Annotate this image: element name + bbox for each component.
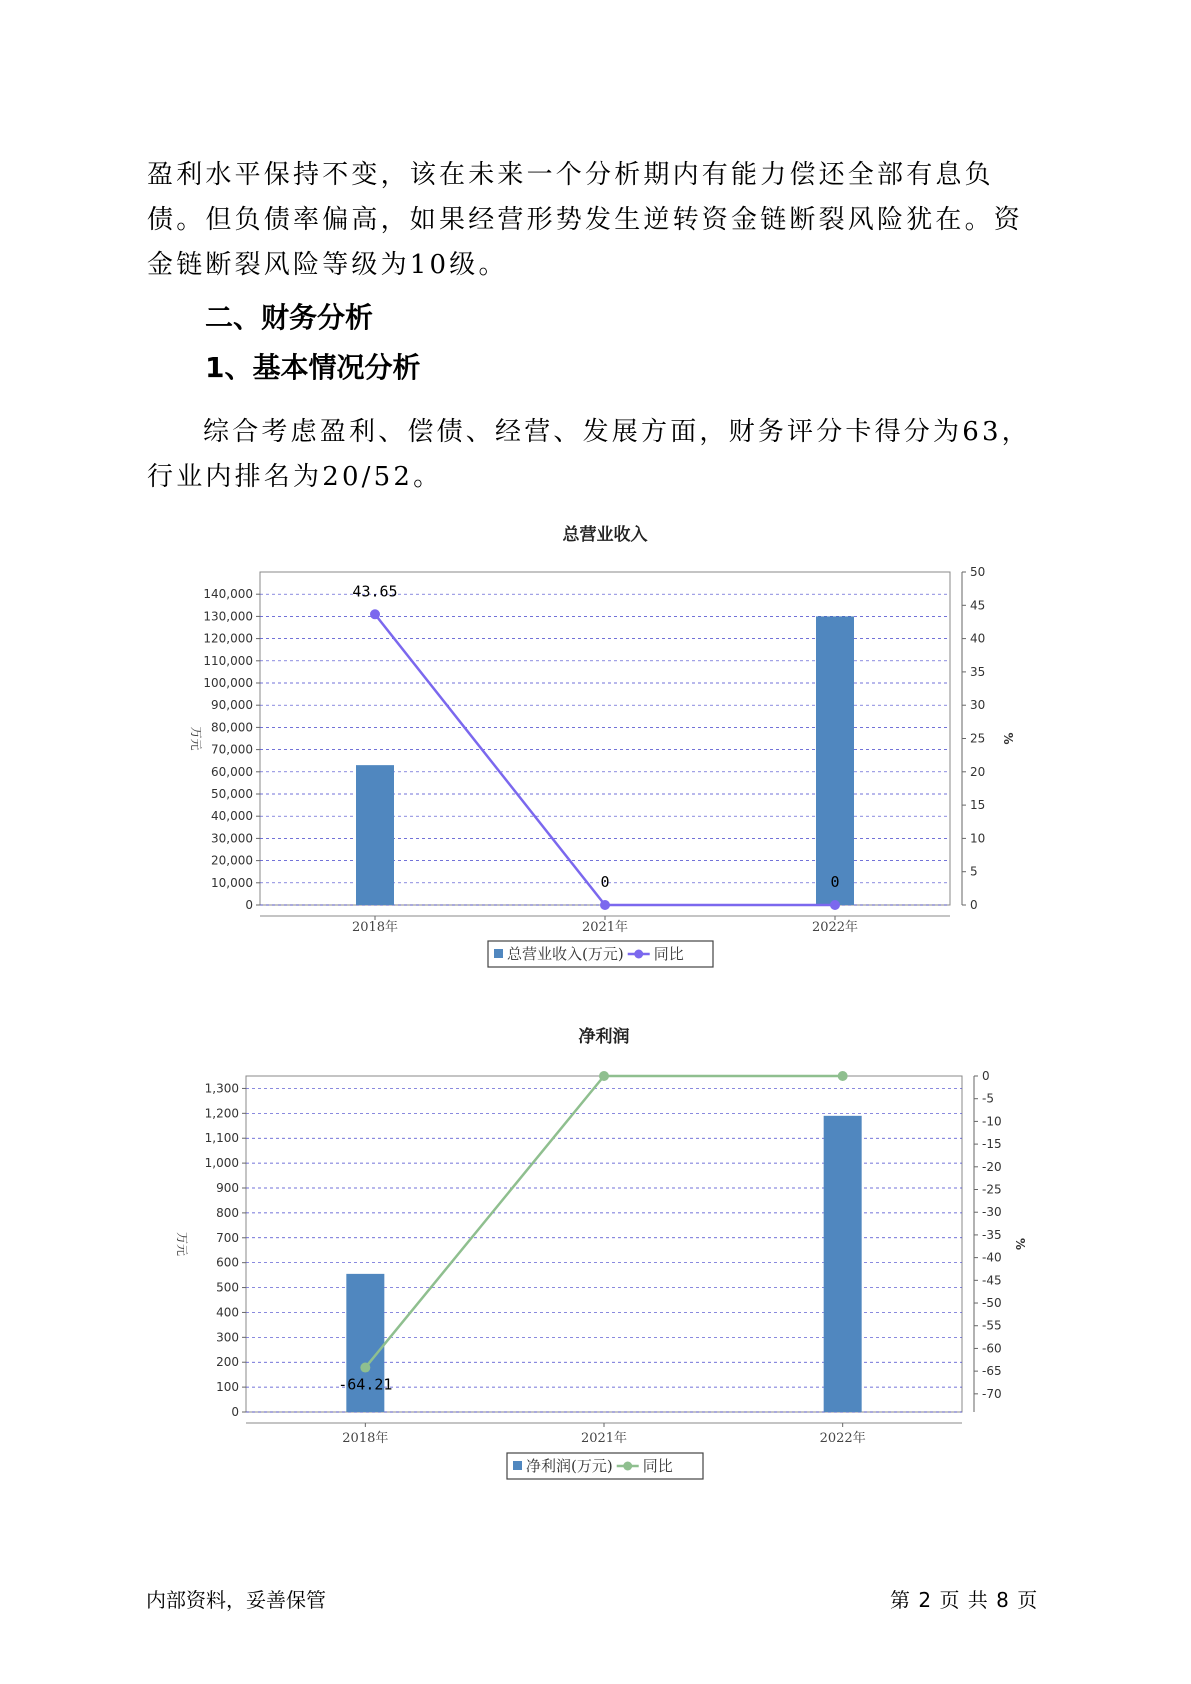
revenue-chart-svg <box>0 520 1191 980</box>
y-right-tick-label: -60 <box>982 1341 1002 1356</box>
legend-bar-swatch <box>494 949 503 958</box>
yoy-point <box>838 1071 848 1081</box>
bar <box>824 1116 862 1412</box>
x-tick-label: 2021年 <box>581 920 629 935</box>
y-tick-label: 90,000 <box>211 698 253 713</box>
y-tick-label: 600 <box>216 1255 239 1270</box>
section-heading: 二、财务分析 <box>205 301 374 334</box>
y-tick-label: 100 <box>216 1380 239 1395</box>
y-tick-label: 10,000 <box>211 875 253 890</box>
yoy-point <box>600 900 610 910</box>
legend-line-label: 同比 <box>642 1457 673 1475</box>
y-right-tick-label: -20 <box>982 1159 1002 1174</box>
y-right-tick-label: -55 <box>982 1318 1002 1333</box>
y-tick-label: 20,000 <box>211 853 253 868</box>
y-tick-label: 60,000 <box>211 764 253 779</box>
y-right-tick-label: 30 <box>970 698 986 713</box>
data-label: 0 <box>600 873 610 891</box>
y-right-tick-label: 40 <box>970 631 986 646</box>
y-tick-label: 40,000 <box>211 809 253 824</box>
y-tick-label: 1,000 <box>204 1156 239 1171</box>
legend-line-marker <box>623 1462 632 1471</box>
y-right-tick-label: -15 <box>982 1137 1002 1152</box>
y-right-axis-label: % <box>1001 732 1015 745</box>
legend <box>488 941 713 967</box>
y-tick-label: 130,000 <box>203 609 253 624</box>
y-tick-label: 0 <box>245 898 253 912</box>
x-tick-label: 2018年 <box>342 1431 389 1446</box>
x-tick-label: 2022年 <box>819 1431 866 1446</box>
y-axis-label: 万元 <box>175 1231 189 1257</box>
data-label: 0 <box>830 873 840 891</box>
y-right-tick-label: 5 <box>970 864 978 879</box>
y-tick-label: 80,000 <box>211 720 253 735</box>
yoy-point <box>360 1363 370 1373</box>
data-label: 43.65 <box>352 582 398 601</box>
legend <box>507 1453 703 1479</box>
y-right-tick-label: 45 <box>970 598 986 613</box>
paragraph-score-text: 综合考虑盈利、偿债、经营、发展方面，财务评分卡得分为63，行业内排名为20/52。 <box>147 417 1031 492</box>
subsection-heading: 1、基本情况分析 <box>205 351 421 384</box>
y-right-tick-label: -45 <box>982 1273 1002 1288</box>
data-label: -64.21 <box>338 1375 393 1394</box>
y-tick-label: 110,000 <box>203 653 253 668</box>
y-right-tick-label: 15 <box>970 798 986 813</box>
y-tick-label: 900 <box>216 1181 239 1195</box>
y-tick-label: 1,100 <box>204 1131 239 1146</box>
paragraph-score <box>147 410 1047 500</box>
yoy-point <box>370 609 380 619</box>
y-right-tick-label: -50 <box>982 1296 1002 1311</box>
y-right-tick-label: -70 <box>982 1386 1002 1401</box>
legend-bar-swatch <box>513 1461 522 1470</box>
legend-line-label: 同比 <box>653 945 684 963</box>
y-right-axis-label: % <box>1013 1237 1027 1251</box>
y-right-tick-label: 10 <box>970 831 986 846</box>
legend-bar-label: 净利润(万元) <box>526 1457 613 1475</box>
y-right-tick-label: -25 <box>982 1182 1002 1197</box>
y-tick-label: 70,000 <box>211 742 253 757</box>
yoy-point <box>830 900 840 910</box>
legend-line-marker <box>634 950 643 959</box>
y-right-tick-label: -10 <box>982 1114 1002 1129</box>
y-tick-label: 800 <box>216 1205 239 1220</box>
footer-page-number: 第 2 页 共 8 页 <box>890 1588 1039 1612</box>
y-right-tick-label: 25 <box>970 731 986 746</box>
revenue-chart <box>0 520 1191 980</box>
y-tick-label: 500 <box>216 1280 239 1295</box>
x-tick-label: 2022年 <box>811 920 859 935</box>
y-right-tick-label: 50 <box>970 565 986 579</box>
footer-confidential: 内部资料，妥善保管 <box>146 1588 326 1612</box>
y-tick-label: 140,000 <box>203 587 253 602</box>
net-profit-chart-svg <box>0 1020 1191 1490</box>
y-tick-label: 700 <box>216 1230 239 1245</box>
y-tick-label: 300 <box>216 1330 239 1345</box>
yoy-point <box>599 1071 609 1081</box>
y-right-tick-label: -5 <box>982 1091 994 1106</box>
paragraph-risk: 盈利水平保持不变，该在未来一个分析期内有能力偿还全部有息负债。但负债率偏高，如果经营形势发生逆转资金链断裂风险犹在。资金链断裂风险等级为10级。 <box>147 160 1024 280</box>
y-tick-label: 50,000 <box>211 787 253 801</box>
y-right-tick-label: 0 <box>982 1069 990 1083</box>
y-tick-label: 30,000 <box>211 831 253 846</box>
net-profit-chart <box>0 1020 1191 1490</box>
y-right-tick-label: -35 <box>982 1227 1002 1242</box>
bar <box>356 765 394 905</box>
chart-title: 总营业收入 <box>562 525 648 545</box>
y-tick-label: 200 <box>216 1355 239 1370</box>
y-tick-label: 400 <box>216 1305 239 1320</box>
y-tick-label: 120,000 <box>203 631 253 646</box>
x-tick-label: 2021年 <box>580 1431 628 1446</box>
chart-title: 净利润 <box>578 1027 630 1047</box>
y-right-tick-label: 20 <box>970 764 986 779</box>
y-right-tick-label: 0 <box>970 898 978 912</box>
y-axis-label: 万元 <box>189 726 203 751</box>
y-right-tick-label: -65 <box>982 1364 1002 1379</box>
x-tick-label: 2018年 <box>351 920 399 935</box>
y-right-tick-label: 35 <box>970 664 986 679</box>
legend-bar-label: 总营业收入(万元) <box>507 945 624 963</box>
y-tick-label: 0 <box>231 1405 239 1419</box>
y-right-tick-label: -30 <box>982 1205 1002 1220</box>
y-tick-label: 100,000 <box>203 676 253 690</box>
bar <box>816 616 854 905</box>
y-tick-label: 1,300 <box>204 1081 239 1096</box>
y-right-tick-label: -40 <box>982 1250 1002 1265</box>
y-tick-label: 1,200 <box>204 1106 239 1121</box>
